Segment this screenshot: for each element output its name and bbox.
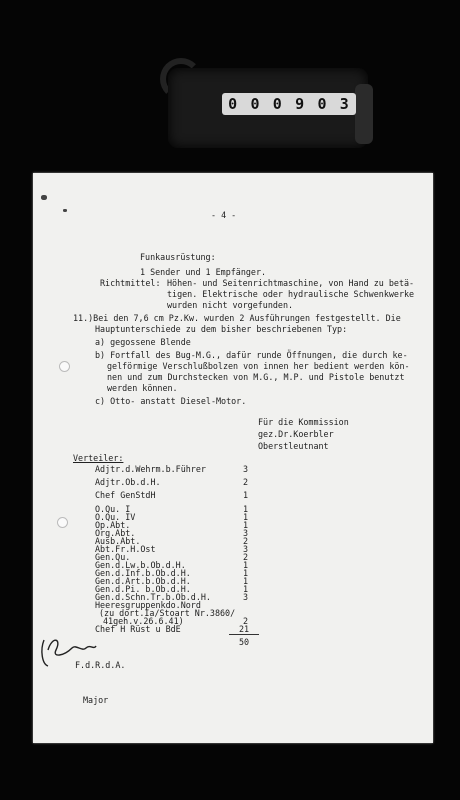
list-item-count: 1	[243, 576, 249, 586]
counter-digit: 9	[295, 95, 306, 113]
page-number: - 4 -	[211, 210, 237, 220]
signature-block: Für die Kommission	[258, 417, 349, 427]
paper-speck	[41, 195, 47, 200]
list-item: Heeresgruppenkdo.Nord	[95, 600, 201, 610]
counter-digit: 0	[228, 95, 239, 113]
counter-digit: 0	[317, 95, 328, 113]
punch-hole	[59, 361, 70, 372]
list-item: Gen.d.Inf.b.Ob.d.H.	[95, 568, 191, 578]
list-item: Ausb.Abt.	[95, 536, 141, 546]
list-item: Adjtr.d.Wehrm.b.Führer	[95, 464, 206, 474]
counter-display	[222, 93, 356, 115]
list-item: Chef GenStdH	[95, 490, 156, 500]
list-item: Gen.d.Lw.b.Ob.d.H.	[95, 560, 186, 570]
paper-speck	[63, 209, 67, 212]
list-item-count: 2	[243, 552, 249, 562]
list-item: b) Fortfall des Bug-M.G., dafür runde Öffnungen, die durch ke-	[95, 350, 408, 360]
counter-digit: 0	[250, 95, 261, 113]
punch-hole	[57, 517, 68, 528]
fdrda-line: F.d.R.d.A.	[75, 660, 126, 670]
paragraph-11: Hauptunterschiede zu dem bisher beschriebenen Typ:	[95, 324, 348, 334]
counter-digit: 3	[339, 95, 350, 113]
heading-funk: Funkausrüstung:	[140, 252, 216, 262]
list-item: Gen.d.Art.b.Ob.d.H.	[95, 576, 191, 586]
funk-line: 1 Sender und 1 Empfänger.	[140, 267, 267, 277]
list-item-count: 2	[243, 477, 249, 487]
verteiler-heading: Verteiler:	[73, 453, 124, 463]
list-item-count: 2	[243, 616, 249, 626]
list-item-count: 1	[243, 568, 249, 578]
counter-knob	[355, 84, 373, 144]
list-item-count: 3	[243, 544, 249, 554]
list-item: werden können.	[107, 383, 178, 393]
list-item: O.Qu. I	[95, 504, 131, 514]
total-count: 50	[239, 637, 250, 647]
list-item-count: 1	[243, 520, 249, 530]
list-item-count: 2	[243, 536, 249, 546]
signature-block: gez.Dr.Koerbler	[258, 429, 334, 439]
signature-block: Oberstleutnant	[258, 441, 329, 451]
list-item-count: 1	[243, 504, 249, 514]
richt-line: tigen. Elektrische oder hydraulische Schwenkwerke	[167, 289, 415, 299]
list-item: Op.Abt.	[95, 520, 131, 530]
list-item-count: 3	[243, 528, 249, 538]
sum-rule	[229, 634, 259, 635]
richt-line: Höhen- und Seitenrichtmaschine, von Hand zu betä-	[167, 278, 415, 288]
list-item: c) Otto- anstatt Diesel-Motor.	[95, 396, 247, 406]
list-item: (zu dort.Ia/Stoart Nr.3860/	[99, 608, 236, 618]
list-item: Gen.d.Pi. b.Ob.d.H.	[95, 584, 191, 594]
list-item-count: 1	[243, 512, 249, 522]
list-item: nen und zum Durchstecken von M.G., M.P. und Pistole benutzt	[107, 372, 405, 382]
list-item-count: 1	[243, 560, 249, 570]
rank: Major	[83, 695, 109, 705]
list-item-count: 3	[243, 592, 249, 602]
richt-label: Richtmittel:	[100, 278, 161, 288]
list-item: O.Qu. IV	[95, 512, 136, 522]
list-item: gelförmige Verschlußbolzen von innen her bedient werden kön-	[107, 361, 410, 371]
list-item: Chef H Rüst u BdE	[95, 624, 181, 634]
handwritten-signature	[38, 630, 98, 670]
list-item-count: 3	[243, 464, 249, 474]
counter-digit: 0	[272, 95, 283, 113]
list-item: 41geh.v.26.6.41)	[103, 616, 184, 626]
list-item-count: 1	[243, 490, 249, 500]
list-item: Org.Abt.	[95, 528, 136, 538]
list-item: Abt.Fr.H.Ost	[95, 544, 156, 554]
list-item-count: 1	[243, 584, 249, 594]
list-item-count: 21	[239, 624, 250, 634]
paragraph-11: 11.)Bei den 7,6 cm Pz.Kw. wurden 2 Ausführungen festgestellt. Die	[73, 313, 401, 323]
list-item: Adjtr.Ob.d.H.	[95, 477, 161, 487]
list-item: Gen.Qu.	[95, 552, 131, 562]
list-item: Gen.d.Schn.Tr.b.Ob.d.H.	[95, 592, 211, 602]
list-item: a) gegossene Blende	[95, 337, 191, 347]
richt-line: wurden nicht vorgefunden.	[167, 300, 294, 310]
